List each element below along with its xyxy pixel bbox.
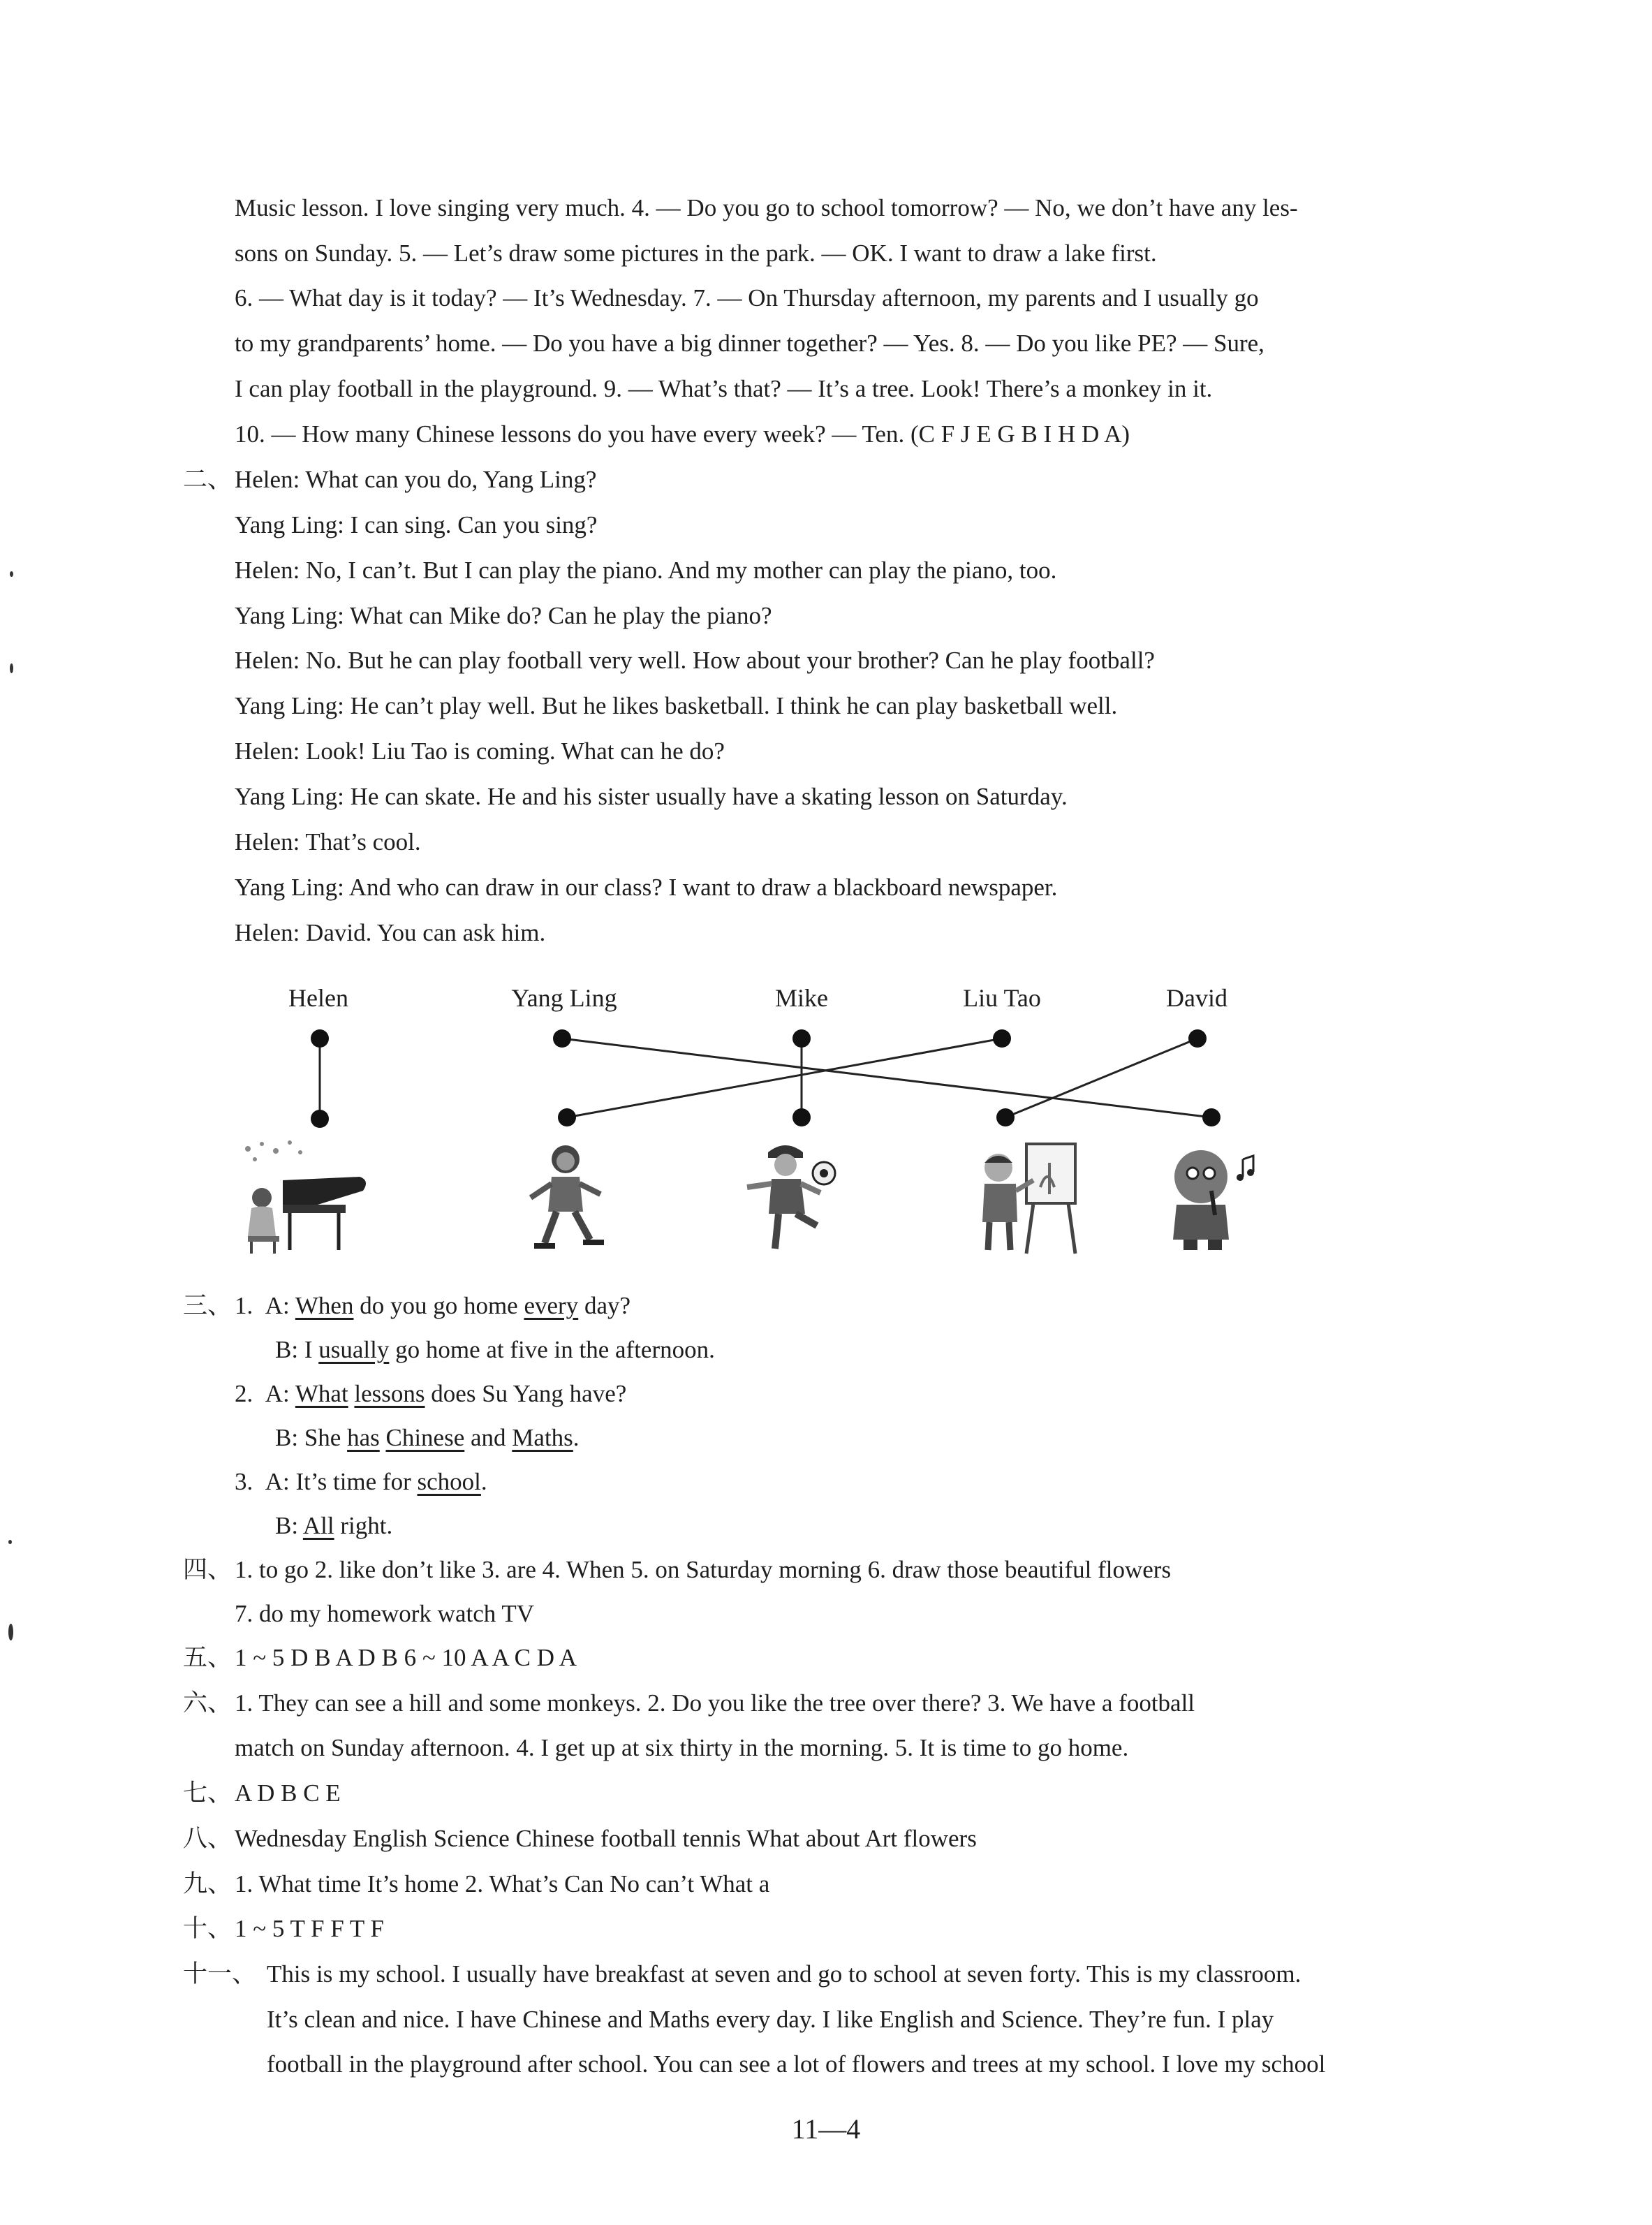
- dot-bottom-1: [311, 1110, 329, 1128]
- s3-q2a-what: What: [295, 1380, 348, 1407]
- s3-q1b-usually: usually: [318, 1336, 390, 1363]
- s2-text-1: Helen: What can you do, Yang Ling?: [235, 466, 597, 493]
- s6-mark: 六、: [183, 1689, 233, 1717]
- s2-line-10: Yang Ling: And who can draw in our class? I want to draw a blackboard newspaper.: [235, 874, 1058, 901]
- s8-text: Wednesday English Science Chinese football tennis What about Art flowers: [235, 1825, 977, 1852]
- s2-line-8: Yang Ling: He can skate. He and his sister usually have a skating lesson on Saturday.: [235, 783, 1068, 810]
- s3-q2b-maths: Maths: [512, 1424, 573, 1451]
- s1-line-1: Music lesson. I love singing very much. 4. — Do you go to school tomorrow? — No, we don’t have any les-: [235, 194, 1298, 221]
- s5-mark: 五、: [183, 1644, 233, 1671]
- s6-line-1: [183, 1688, 1195, 1719]
- s11-line-3: football in the playground after school. You can see a lot of flowers and trees at my school. I love my school: [267, 2050, 1326, 2078]
- s11-line-2: It’s clean and nice. I have Chinese and Maths every day. I like English and Science. They’re fun. I play: [267, 2006, 1274, 2033]
- s5-text: 1 ~ 5 D B A D B 6 ~ 10 A A C D A: [235, 1644, 577, 1671]
- s3-q1-num: 1.: [235, 1292, 253, 1319]
- s3-q1a-2: do you go home: [353, 1292, 524, 1319]
- dot-top-mike: [792, 1029, 811, 1048]
- match-name-david: David: [1166, 984, 1227, 1012]
- dot-bottom-2: [558, 1108, 576, 1126]
- dot-top-yang-ling: [553, 1029, 571, 1048]
- s3-q2b-chinese: Chinese: [385, 1424, 465, 1451]
- s3-q3a-school: school: [417, 1468, 481, 1495]
- skater-picture: [513, 1138, 618, 1257]
- s3-q1-a: [183, 1291, 630, 1321]
- dot-bottom-5: [1202, 1108, 1220, 1126]
- dot-bottom-4: [996, 1108, 1015, 1126]
- s3-q3a-2: .: [480, 1468, 487, 1495]
- match-name-yang-ling: Yang Ling: [511, 984, 617, 1012]
- s9-mark: 九、: [183, 1870, 233, 1897]
- s3-q1-b: [275, 1335, 715, 1365]
- margin-speck: [8, 1540, 12, 1544]
- piano-player-picture: [234, 1138, 374, 1257]
- s3-q1a-4: day?: [578, 1292, 631, 1319]
- s2-line-4: Yang Ling: What can Mike do? Can he play the piano?: [235, 602, 772, 629]
- match-name-helen: Helen: [288, 984, 348, 1012]
- s3-q3-num: 3.: [235, 1468, 253, 1495]
- s3-q2b-0: B: She: [275, 1424, 348, 1451]
- s1-line-5: I can play football in the playground. 9. — What’s that? — It’s a tree. Look! There’s a monkey in it.: [235, 375, 1213, 402]
- s3-q3a-0: A: It’s time for: [265, 1468, 418, 1495]
- s3-q3-b: [275, 1511, 392, 1541]
- s4-mark: 四、: [183, 1556, 233, 1583]
- s8-mark: 八、: [183, 1825, 233, 1852]
- painter-picture: [967, 1138, 1086, 1257]
- s3-q1b-0: B: I: [275, 1336, 319, 1363]
- singer-picture: [1145, 1138, 1271, 1257]
- dot-bottom-3: [792, 1108, 811, 1126]
- s11-line-1: [183, 1959, 1301, 1990]
- margin-speck: [10, 571, 13, 577]
- s4-line-1: [183, 1555, 1171, 1585]
- s2-mark: 二、: [183, 466, 233, 493]
- s3-q2a-4: does Su Yang have?: [425, 1380, 627, 1407]
- s4-line-2: 7. do my homework watch TV: [235, 1600, 535, 1627]
- match-name-mike: Mike: [775, 984, 828, 1012]
- s3-q2b-4: and: [464, 1424, 512, 1451]
- s8-line: [183, 1823, 977, 1854]
- s2-line-2: Yang Ling: I can sing. Can you sing?: [235, 511, 598, 538]
- dot-top-david: [1188, 1029, 1207, 1048]
- s3-q1a-0: A:: [265, 1292, 295, 1319]
- football-player-picture: [737, 1138, 841, 1257]
- s6-line-2: match on Sunday afternoon. 4. I get up at six thirty in the morning. 5. It is time to go home.: [235, 1734, 1129, 1761]
- s10-line: [183, 1914, 384, 1944]
- s2-line-6: Yang Ling: He can’t play well. But he likes basketball. I think he can play basketball well.: [235, 692, 1118, 719]
- s3-q2-b: [275, 1423, 580, 1453]
- s1-line-3: 6. — What day is it today? — It’s Wednesday. 7. — On Thursday afternoon, my parents and I usually go: [235, 284, 1259, 311]
- match-line-yang-ling: [562, 1038, 1211, 1117]
- s3-q2a-lessons: lessons: [354, 1380, 425, 1407]
- s3-q2a-0: A:: [265, 1380, 295, 1407]
- dot-top-liu-tao: [993, 1029, 1011, 1048]
- s2-line-7: Helen: Look! Liu Tao is coming. What can he do?: [235, 737, 725, 765]
- margin-speck: [8, 1624, 13, 1640]
- s3-q2-num: 2.: [235, 1380, 253, 1407]
- s5-line: [183, 1643, 577, 1673]
- page-number: 11—4: [791, 2113, 861, 2145]
- s10-mark: 十、: [183, 1915, 233, 1942]
- s3-q3b-2: right.: [334, 1512, 393, 1539]
- s3-q3-a: [235, 1467, 487, 1497]
- s1-line-6: 10. — How many Chinese lessons do you have every week? — Ten. (C F J E G B I H D A): [235, 420, 1130, 448]
- match-line-david: [1005, 1038, 1197, 1117]
- dot-top-helen: [311, 1029, 329, 1048]
- s3-q1a-when: When: [295, 1292, 354, 1319]
- s3-q1b-2: go home at five in the afternoon.: [389, 1336, 715, 1363]
- s3-q1a-every: every: [524, 1292, 579, 1319]
- s11-mark: 十一、: [183, 1960, 257, 1988]
- s2-line-11: Helen: David. You can ask him.: [235, 919, 546, 946]
- s7-mark: 七、: [183, 1779, 233, 1807]
- s7-text: A D B C E: [235, 1779, 341, 1807]
- s11-text-1: This is my school. I usually have breakfast at seven and go to school at seven forty. This is my classroom.: [267, 1960, 1301, 1988]
- s3-q2b-6: .: [573, 1424, 580, 1451]
- s3-q3b-all: All: [302, 1512, 334, 1539]
- s6-text-1: 1. They can see a hill and some monkeys. 2. Do you like the tree over there? 3. We have a football: [235, 1689, 1195, 1717]
- s7-line: [183, 1778, 341, 1809]
- s10-text: 1 ~ 5 T F F T F: [235, 1915, 384, 1942]
- match-name-liu-tao: Liu Tao: [963, 984, 1041, 1012]
- match-line-liu-tao: [567, 1038, 1002, 1117]
- s9-text: 1. What time It’s home 2. What’s Can No can’t What a: [235, 1870, 770, 1897]
- s4-text-1: 1. to go 2. like don’t like 3. are 4. When 5. on Saturday morning 6. draw those beautiful flowers: [235, 1556, 1172, 1583]
- s1-line-4: to my grandparents’ home. — Do you have a big dinner together? — Yes. 8. — Do you like PE? — Sure,: [235, 330, 1264, 357]
- s3-q3b-0: B:: [275, 1512, 303, 1539]
- s2-line-5: Helen: No. But he can play football very well. How about your brother? Can he play football?: [235, 647, 1155, 674]
- margin-speck: [10, 663, 13, 673]
- s3-mark: 三、: [183, 1292, 233, 1319]
- s1-line-2: sons on Sunday. 5. — Let’s draw some pictures in the park. — OK. I want to draw a lake first.: [235, 240, 1157, 267]
- s9-line: [183, 1869, 769, 1900]
- s3-q2b-has: has: [347, 1424, 380, 1451]
- s3-q2-a: [235, 1379, 626, 1409]
- s2-line-3: Helen: No, I can’t. But I can play the piano. And my mother can play the piano, too.: [235, 557, 1057, 584]
- s2-line-9: Helen: That’s cool.: [235, 828, 421, 856]
